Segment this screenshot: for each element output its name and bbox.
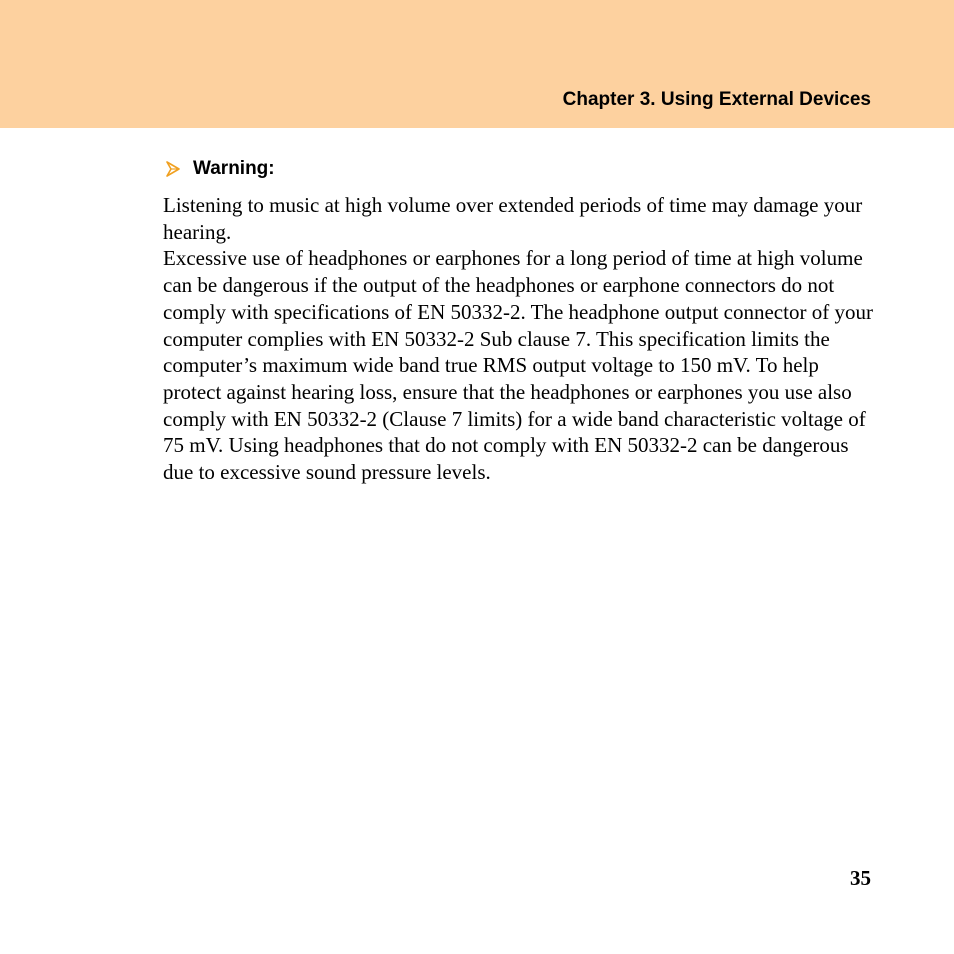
header-band (0, 0, 954, 128)
warning-label: Warning: (193, 158, 275, 179)
body-paragraph-1: Listening to music at high volume over extended periods of time may damage your hearing. (163, 193, 863, 244)
warning-heading (166, 158, 275, 180)
body-paragraph-2: Excessive use of headphones or earphones for a long period of time at high volume can be dangerous if the output of the headphones or earphone connectors do not comply with specifications of EN 50332-2. The headphone output connector of your computer complies with EN 50332-2 Sub clause 7. This specification limits the computer’s maximum wide band true RMS output voltage to 150 mV. To help protect against hearing loss, ensure that the headphones or earphones you use also comply with EN 50332-2 (Clause 7 limits) for a wide band characteristic voltage of 75 mV. Using headphones that do not comply with EN 50332-2 can be dangerous due to excessive sound pressure levels. (163, 246, 873, 485)
page-number: 35 (850, 866, 871, 890)
warning-body (163, 192, 875, 486)
arrow-bullet-icon (166, 161, 180, 177)
chapter-title: Chapter 3. Using External Devices (562, 89, 871, 110)
